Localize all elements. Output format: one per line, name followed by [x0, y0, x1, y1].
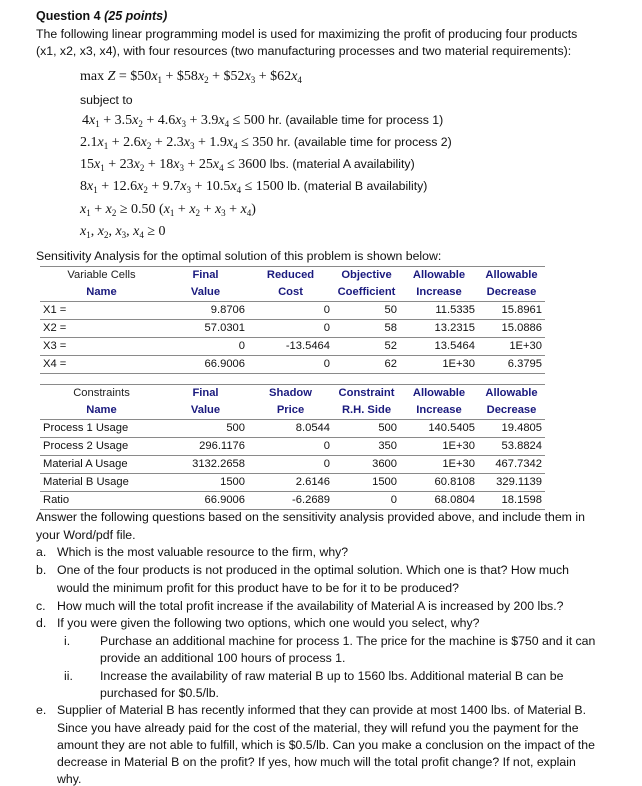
cell: 58	[333, 320, 400, 338]
option-text: Increase the availability of raw material B up to 1560 lbs. Additional material B can be	[100, 669, 564, 683]
cell: X2 =	[40, 320, 163, 338]
cell: 0	[248, 356, 333, 374]
cell: 0	[248, 320, 333, 338]
cell: 0	[248, 302, 333, 320]
constraint-note: hr. (available time for process 2)	[276, 135, 452, 149]
cell: 296.1176	[163, 438, 248, 456]
cell: 0	[163, 338, 248, 356]
question-c	[36, 599, 563, 613]
question-d	[36, 616, 479, 630]
cell: 13.5464	[400, 338, 478, 356]
cell: -6.2689	[248, 492, 333, 510]
cell: 0	[248, 456, 333, 474]
cell: 66.9006	[163, 356, 248, 374]
header-cell: Reduced	[248, 267, 333, 285]
intro-line-2: (x1, x2, x3, x4), with four resources (two manufacturing processes and two material requirements):	[36, 44, 572, 58]
question-number: Question 4	[36, 9, 101, 23]
table-header-row	[40, 284, 545, 302]
item-text: One of the four products is not produced in the optimal solution. Which one is that? How much	[57, 563, 569, 577]
table-row	[40, 456, 545, 474]
constraint-note: hr. (available time for process 1)	[268, 113, 444, 127]
question-e-line-2: Since you have already paid for the cost of the material, they will refund you the payment for the	[57, 721, 579, 735]
header-cell: Value	[190, 286, 221, 298]
variable-cells-table	[40, 266, 545, 374]
table-row	[40, 320, 545, 338]
header-cell: Final	[163, 267, 248, 285]
header-cell: Variable Cells	[40, 267, 163, 285]
cell: 350	[333, 438, 400, 456]
option-text: Purchase an additional machine for process 1. The price for the machine is $750 and it can	[100, 634, 596, 648]
item-label: e.	[36, 703, 47, 717]
question-points: (25 points)	[104, 9, 168, 23]
cell: 60.8108	[400, 474, 478, 492]
cell: 329.1139	[478, 474, 545, 492]
cell: 13.2315	[400, 320, 478, 338]
table-header-row	[40, 267, 545, 285]
cell: 18.1598	[478, 492, 545, 510]
cell: 11.5335	[400, 302, 478, 320]
option-label: i.	[64, 634, 71, 648]
constraint-process-2: $2.1x_1 + 2.6x_2 + 2.3x_3 + 1.9x_4 \le 350$ hr. (available time for process 2)	[80, 135, 452, 151]
subject-to-label: subject to	[80, 93, 133, 107]
table-row	[40, 356, 545, 374]
answers-intro-line-2: your Word/pdf file.	[36, 528, 136, 542]
header-cell: Allowable	[478, 385, 545, 403]
cell: Process 1 Usage	[40, 420, 163, 438]
item-text: If you were given the following two options, which one would you select, why?	[57, 616, 480, 630]
cell: 6.3795	[478, 356, 545, 374]
intro-line-1: The following linear programming model is used for maximizing the profit of producing four products	[36, 27, 578, 41]
cell: Ratio	[40, 492, 163, 510]
cell: 140.5405	[400, 420, 478, 438]
cell: 68.0804	[400, 492, 478, 510]
cell: 1E+30	[400, 438, 478, 456]
constraint-note: lbs. (material A availability)	[269, 157, 415, 171]
cell: 19.4805	[478, 420, 545, 438]
cell: 15.0886	[478, 320, 545, 338]
cell: X3 =	[40, 338, 163, 356]
cell: Process 2 Usage	[40, 438, 163, 456]
cell: 3600	[333, 456, 400, 474]
cell: 52	[333, 338, 400, 356]
constraint-nonnegativity: $x_1$, $x_2$, $x_3$, $x_4 \ge 0$	[80, 224, 166, 240]
header-cell: Allowable	[478, 267, 545, 285]
header-cell: Name	[86, 404, 117, 416]
header-cell: Decrease	[486, 286, 537, 298]
header-cell: Allowable	[400, 385, 478, 403]
cell: 50	[333, 302, 400, 320]
sensitivity-intro: Sensitivity Analysis for the optimal solution of this problem is shown below:	[36, 249, 442, 263]
cell: -13.5464	[248, 338, 333, 356]
header-cell: Constraints	[40, 385, 163, 403]
cell: X1 =	[40, 302, 163, 320]
header-cell: Final	[163, 385, 248, 403]
cell: 9.8706	[163, 302, 248, 320]
header-cell: Decrease	[486, 404, 537, 416]
constraint-material-a: $15x_1 + 23x_2 + 18x_3 + 25x_4 \le 3600$ lbs. (material A availability)	[80, 157, 415, 173]
header-cell: Shadow	[248, 385, 333, 403]
header-cell: Name	[86, 286, 117, 298]
cell: Material A Usage	[40, 456, 163, 474]
item-label: b.	[36, 563, 47, 577]
header-cell: Price	[276, 404, 305, 416]
item-label: d.	[36, 616, 47, 630]
cell: 1E+30	[400, 456, 478, 474]
header-cell: Increase	[416, 286, 462, 298]
question-e-line-3: amount they are not able to fulfill, which is $0.5/lb. Can you make a conclusion on the impact of the	[57, 738, 595, 752]
constraint-process-1: $4x_1 + 3.5x_2 + 4.6x_3 + 3.9x_4 \le 500$ hr. (available time for process 1)	[82, 113, 444, 129]
cell: 467.7342	[478, 456, 545, 474]
cell: 15.8961	[478, 302, 545, 320]
option-ii	[64, 669, 563, 683]
question-a	[36, 545, 348, 559]
table-header-row	[40, 385, 545, 403]
item-text: How much will the total profit increase if the availability of Material A is increased by 200 lbs.?	[57, 599, 564, 613]
item-text: Which is the most valuable resource to the firm, why?	[57, 545, 349, 559]
constraints-table	[40, 384, 545, 510]
question-title	[36, 9, 167, 23]
cell: 2.6146	[248, 474, 333, 492]
cell: 500	[163, 420, 248, 438]
cell: Material B Usage	[40, 474, 163, 492]
answers-intro-line-1: Answer the following questions based on the sensitivity analysis provided above, and include them in	[36, 510, 585, 524]
header-cell: Value	[190, 404, 221, 416]
table-row	[40, 420, 545, 438]
cell: 53.8824	[478, 438, 545, 456]
table-header-row	[40, 402, 545, 420]
question-b	[36, 563, 569, 577]
cell: 1500	[163, 474, 248, 492]
header-cell: Cost	[278, 286, 303, 298]
table-row	[40, 302, 545, 320]
table-row	[40, 474, 545, 492]
option-ii-line-2: purchased for $0.5/lb.	[100, 686, 219, 700]
question-e	[36, 703, 586, 717]
header-cell: Objective	[333, 267, 400, 285]
cell: 0	[333, 492, 400, 510]
question-e-line-4: decrease in Material B on the profit? If yes, how much will the total profit change? If not, explain	[57, 755, 576, 769]
cell: 8.0544	[248, 420, 333, 438]
item-text: Supplier of Material B has recently informed that they can provide at most 1400 lbs. of Material B.	[57, 703, 587, 717]
constraint-ratio: $x_1 + x_2 \ge 0.50$ $(x_1 + x_2 + x_3 + x_4)$	[80, 202, 256, 218]
option-label: ii.	[64, 669, 73, 683]
objective-function: $\max Z = \$50x_1$ + $\$58x_2$ + $\$52x_3$ + $\$62x_4$	[80, 69, 302, 85]
table-row	[40, 338, 545, 356]
cell: 500	[333, 420, 400, 438]
cell: 0	[248, 438, 333, 456]
header-cell: Increase	[416, 404, 462, 416]
cell: 1E+30	[478, 338, 545, 356]
cell: 1E+30	[400, 356, 478, 374]
question-e-line-5: why.	[57, 772, 82, 786]
table-row	[40, 438, 545, 456]
cell: X4 =	[40, 356, 163, 374]
cell: 57.0301	[163, 320, 248, 338]
header-cell: Coefficient	[337, 286, 396, 298]
cell: 62	[333, 356, 400, 374]
header-cell: Allowable	[400, 267, 478, 285]
option-i	[64, 634, 595, 648]
header-cell: Constraint	[333, 385, 400, 403]
cell: 3132.2658	[163, 456, 248, 474]
item-label: a.	[36, 545, 47, 559]
item-label: c.	[36, 599, 46, 613]
table-row	[40, 492, 545, 510]
question-b-line-2: would the minimum profit for this product have to be for it to be produced?	[57, 581, 459, 595]
header-cell: R.H. Side	[341, 404, 392, 416]
option-i-line-2: provide an additional 100 hours of process 1.	[100, 651, 346, 665]
constraint-material-b: $8x_1 + 12.6x_2 + 9.7x_3 + 10.5x_4 \le 1500$ lb. (material B availability)	[80, 179, 428, 195]
constraint-note: lb. (material B availability)	[287, 179, 428, 193]
cell: 1500	[333, 474, 400, 492]
cell: 66.9006	[163, 492, 248, 510]
